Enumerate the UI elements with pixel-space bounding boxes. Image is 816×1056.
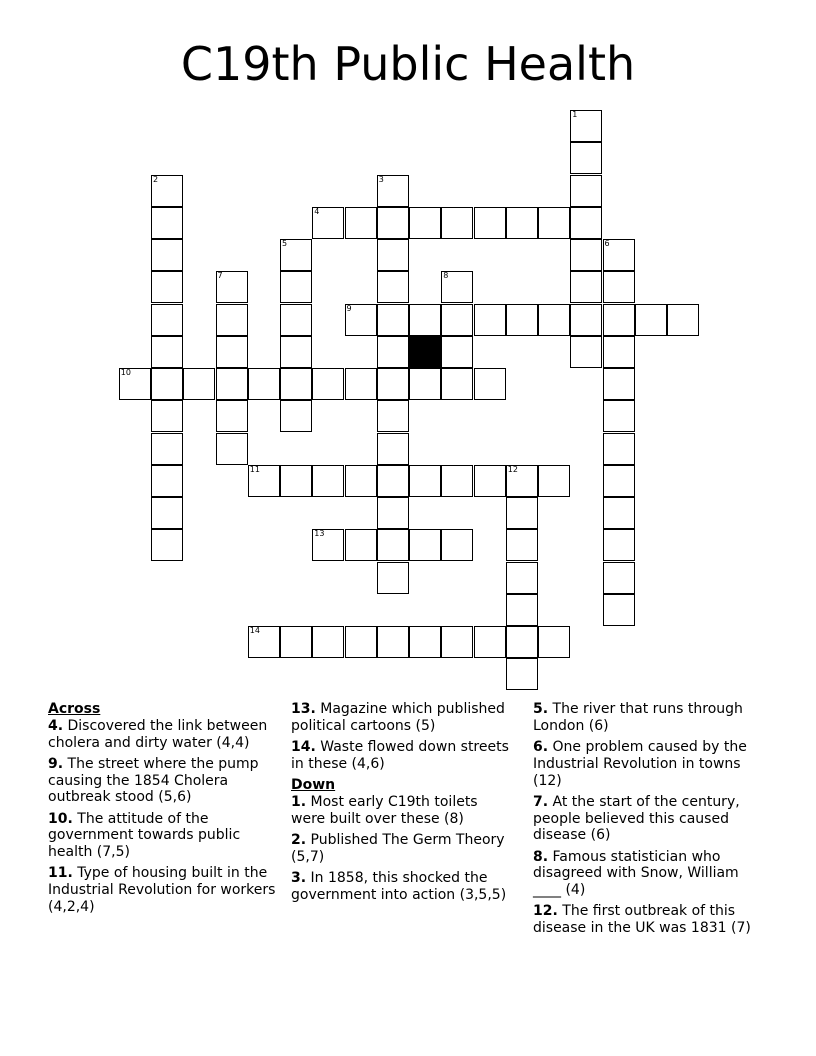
cell-number: 4 xyxy=(314,206,320,216)
grid-cell[interactable] xyxy=(506,304,538,336)
grid-cell[interactable] xyxy=(377,433,409,465)
across-heading: Across xyxy=(48,701,101,717)
cell-number: 11 xyxy=(249,464,260,474)
grid-cell[interactable] xyxy=(409,368,441,400)
clue-across-11: 11. Type of housing built in the Industrial Revolution for workers (4,2,4) xyxy=(48,865,276,915)
grid-cell[interactable] xyxy=(409,304,441,336)
grid-cell[interactable] xyxy=(538,304,570,336)
grid-cell[interactable] xyxy=(312,465,344,497)
grid-cell[interactable] xyxy=(151,433,183,465)
clue-across-4: 4. Discovered the link between cholera and dirty water (4,4) xyxy=(48,717,268,751)
grid-cell[interactable] xyxy=(312,207,344,239)
grid-cell[interactable] xyxy=(280,304,312,336)
grid-cell[interactable] xyxy=(506,529,538,561)
grid-cell[interactable] xyxy=(151,368,183,400)
grid-cell[interactable] xyxy=(280,368,312,400)
grid-cell[interactable] xyxy=(119,368,151,400)
grid-cell[interactable] xyxy=(506,626,538,658)
grid-cell[interactable] xyxy=(151,207,183,239)
cell-number: 5 xyxy=(282,239,288,248)
grid-cell[interactable] xyxy=(441,529,473,561)
grid-cell[interactable] xyxy=(506,658,538,690)
grid-cell[interactable] xyxy=(570,271,602,303)
grid-cell[interactable] xyxy=(377,626,409,658)
grid-cell[interactable] xyxy=(248,626,280,658)
grid-cell[interactable] xyxy=(474,626,506,658)
grid-cell[interactable] xyxy=(280,239,312,271)
grid-cell[interactable] xyxy=(441,207,473,239)
grid-cell[interactable] xyxy=(603,497,635,529)
grid-cell[interactable] xyxy=(441,271,473,303)
grid-cell[interactable] xyxy=(570,175,602,207)
grid-cell[interactable] xyxy=(312,529,344,561)
grid-cell[interactable] xyxy=(667,304,699,336)
clue-down-5: 5. The river that runs through London (6) xyxy=(533,701,743,734)
cell-number: 7 xyxy=(217,271,223,281)
grid-cell[interactable] xyxy=(377,271,409,303)
cell-number: 6 xyxy=(604,239,610,248)
grid-cell[interactable] xyxy=(538,626,570,658)
grid-cell[interactable] xyxy=(345,368,377,400)
grid-cell[interactable] xyxy=(570,336,602,368)
grid-cell[interactable] xyxy=(506,594,538,626)
black-square xyxy=(409,336,441,368)
down-heading: Down xyxy=(291,776,336,793)
grid-cell[interactable] xyxy=(280,271,312,303)
grid-cell[interactable] xyxy=(603,465,635,497)
grid-cell[interactable] xyxy=(474,207,506,239)
cell-number: 2 xyxy=(153,174,159,184)
grid-cell[interactable] xyxy=(603,368,635,400)
grid-cell[interactable] xyxy=(151,304,183,336)
grid-cell[interactable] xyxy=(345,626,377,658)
grid-cell[interactable] xyxy=(409,465,441,497)
grid-cell[interactable] xyxy=(216,336,248,368)
grid-cell[interactable] xyxy=(377,304,409,336)
grid-cell[interactable] xyxy=(506,497,538,529)
grid-cell[interactable] xyxy=(603,433,635,465)
clue-down-2: 2. Published The Germ Theory (5,7) xyxy=(291,831,505,865)
grid-cell[interactable] xyxy=(151,529,183,561)
grid-cell[interactable] xyxy=(183,368,215,400)
grid-cell[interactable] xyxy=(280,400,312,432)
cell-number: 9 xyxy=(346,303,352,313)
clue-down-1: 1. Most early C19th toilets were built over these (8) xyxy=(291,793,478,827)
grid-cell[interactable] xyxy=(506,562,538,594)
grid-cell[interactable] xyxy=(603,594,635,626)
grid-cell[interactable] xyxy=(538,207,570,239)
grid-cell[interactable] xyxy=(151,336,183,368)
grid-cell[interactable] xyxy=(570,110,602,142)
grid-cell[interactable] xyxy=(538,465,570,497)
grid-cell[interactable] xyxy=(377,497,409,529)
clue-down-3: 3. In 1858, this shocked the government into action (3,5,5) xyxy=(291,869,507,903)
grid-cell[interactable] xyxy=(506,465,538,497)
grid-cell[interactable] xyxy=(377,336,409,368)
clue-down-8: 8. Famous statistician who disagreed with Snow, William ____ (4) xyxy=(533,848,739,899)
grid-cell[interactable] xyxy=(603,562,635,594)
clue-across-9: 9. The street where the pump causing the 1854 Cholera outbreak stood (5,6) xyxy=(48,755,259,806)
clue-across-10: 10. The attitude of the government towards public health (7,5) xyxy=(48,810,241,861)
grid-cell[interactable] xyxy=(409,207,441,239)
clue-down-6: 6. One problem caused by the Industrial Revolution in towns (12) xyxy=(533,738,747,789)
grid-cell[interactable] xyxy=(151,271,183,303)
cell-number: 3 xyxy=(378,174,384,184)
grid-cell[interactable] xyxy=(216,433,248,465)
grid-cell[interactable] xyxy=(570,239,602,271)
grid-cell[interactable] xyxy=(248,465,280,497)
grid-cell[interactable] xyxy=(441,368,473,400)
clues-column-3 xyxy=(533,701,771,941)
clue-down-7: 7. At the start of the century, people believed this caused disease (6) xyxy=(533,793,740,844)
grid-cell[interactable] xyxy=(345,465,377,497)
grid-cell[interactable] xyxy=(312,368,344,400)
cell-number: 1 xyxy=(572,110,578,119)
grid-cell[interactable] xyxy=(570,142,602,174)
grid-cell[interactable] xyxy=(151,239,183,271)
grid-cell[interactable] xyxy=(312,626,344,658)
grid-cell[interactable] xyxy=(216,400,248,432)
puzzle-title: C19th Public Health xyxy=(180,37,636,91)
grid-cell[interactable] xyxy=(280,465,312,497)
grid-cell[interactable] xyxy=(506,207,538,239)
grid-cell[interactable] xyxy=(603,336,635,368)
grid-cell[interactable] xyxy=(377,400,409,432)
grid-cell[interactable] xyxy=(280,626,312,658)
cell-number: 14 xyxy=(249,626,260,635)
grid-cell[interactable] xyxy=(570,304,602,336)
grid-cell[interactable] xyxy=(377,207,409,239)
grid-cell[interactable] xyxy=(441,336,473,368)
cell-number: 8 xyxy=(443,271,449,281)
grid-cell[interactable] xyxy=(603,239,635,271)
cell-number: 13 xyxy=(314,529,325,539)
grid-cell[interactable] xyxy=(441,465,473,497)
clue-down-12: 12. The first outbreak of this disease in the UK was 1831 (7) xyxy=(533,903,751,937)
grid-cell[interactable] xyxy=(441,626,473,658)
clues-column-1 xyxy=(48,701,278,920)
grid-cell[interactable] xyxy=(635,304,667,336)
grid-cell[interactable] xyxy=(603,271,635,303)
grid-cell[interactable] xyxy=(409,529,441,561)
grid-cell[interactable] xyxy=(603,400,635,432)
clue-across-14: 14. Waste flowed down streets in these (4,6) xyxy=(291,738,509,772)
grid-cell[interactable] xyxy=(474,368,506,400)
cell-number: 10 xyxy=(120,368,131,377)
grid-cell[interactable] xyxy=(441,304,473,336)
grid-cell[interactable] xyxy=(151,400,183,432)
grid-cell[interactable] xyxy=(345,304,377,336)
grid-cell[interactable] xyxy=(377,465,409,497)
grid-cell[interactable] xyxy=(474,304,506,336)
grid-cell[interactable] xyxy=(409,626,441,658)
grid-cell[interactable] xyxy=(377,529,409,561)
grid-cell[interactable] xyxy=(377,368,409,400)
clue-across-13: 13. Magazine which published political cartoons (5) xyxy=(291,701,505,734)
grid-cell[interactable] xyxy=(345,529,377,561)
grid-cell[interactable] xyxy=(151,465,183,497)
grid-cell[interactable] xyxy=(603,529,635,561)
clues-column-2 xyxy=(291,701,516,908)
grid-cell[interactable] xyxy=(280,336,312,368)
grid-cell[interactable] xyxy=(377,239,409,271)
grid-cell[interactable] xyxy=(377,562,409,594)
grid-cell[interactable] xyxy=(216,368,248,400)
grid-cell[interactable] xyxy=(345,207,377,239)
grid-cell[interactable] xyxy=(570,207,602,239)
grid-cell[interactable] xyxy=(248,368,280,400)
grid-cell[interactable] xyxy=(151,175,183,207)
grid-cell[interactable] xyxy=(151,497,183,529)
cell-number: 12 xyxy=(507,464,518,474)
grid-cell[interactable] xyxy=(474,465,506,497)
grid-cell[interactable] xyxy=(603,304,635,336)
grid-cell[interactable] xyxy=(216,304,248,336)
grid-cell[interactable] xyxy=(377,175,409,207)
grid-cell[interactable] xyxy=(216,271,248,303)
